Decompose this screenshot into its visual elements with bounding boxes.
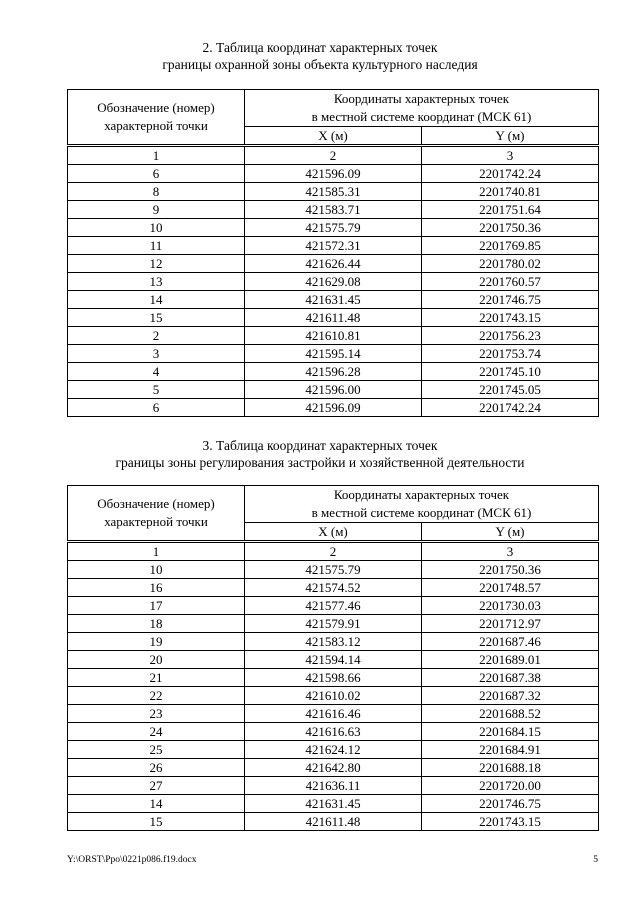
table2-header-point-label: [68, 486, 245, 542]
table2-numbering-row: [68, 542, 599, 561]
table-row: [68, 165, 599, 183]
x-coordinate-cell: 421616.46: [245, 705, 422, 723]
point-number-cell: 6: [68, 399, 245, 417]
table-row: [68, 813, 599, 831]
y-coordinate-cell: 2201746.75: [422, 291, 599, 309]
table2-body: [68, 561, 599, 831]
y-coordinate-cell: 2201748.57: [422, 579, 599, 597]
y-coordinate-cell: 2201769.85: [422, 237, 599, 255]
table1-header-x: X (м): [245, 127, 422, 146]
table-row: [68, 183, 599, 201]
point-number-cell: 17: [68, 597, 245, 615]
point-number-cell: 26: [68, 759, 245, 777]
y-coordinate-cell: 2201745.10: [422, 363, 599, 381]
table2-header-point-line2: характерной точки: [104, 514, 208, 529]
y-coordinate-cell: 2201687.38: [422, 669, 599, 687]
table-row: [68, 363, 599, 381]
point-number-cell: 13: [68, 273, 245, 291]
table1-numbering-cell: 1: [68, 146, 245, 165]
y-coordinate-cell: 2201760.57: [422, 273, 599, 291]
y-coordinate-cell: 2201687.46: [422, 633, 599, 651]
table2-header-y: Y (м): [422, 523, 599, 542]
point-number-cell: 12: [68, 255, 245, 273]
x-coordinate-cell: 421583.12: [245, 633, 422, 651]
x-coordinate-cell: 421636.11: [245, 777, 422, 795]
point-number-cell: 10: [68, 561, 245, 579]
x-coordinate-cell: 421631.45: [245, 291, 422, 309]
x-coordinate-cell: 421596.28: [245, 363, 422, 381]
x-coordinate-cell: 421610.02: [245, 687, 422, 705]
x-coordinate-cell: 421579.91: [245, 615, 422, 633]
y-coordinate-cell: 2201689.01: [422, 651, 599, 669]
x-coordinate-cell: 421616.63: [245, 723, 422, 741]
point-number-cell: 9: [68, 201, 245, 219]
point-number-cell: 14: [68, 795, 245, 813]
y-coordinate-cell: 2201746.75: [422, 795, 599, 813]
table-row: [68, 651, 599, 669]
x-coordinate-cell: 421631.45: [245, 795, 422, 813]
table1-caption: [0, 39, 640, 73]
table2-numbering-cell: 2: [245, 542, 422, 561]
table2-header-point-line1: Обозначение (номер): [97, 496, 215, 511]
point-number-cell: 15: [68, 813, 245, 831]
y-coordinate-cell: 2201720.00: [422, 777, 599, 795]
x-coordinate-cell: 421596.09: [245, 165, 422, 183]
y-coordinate-cell: 2201684.15: [422, 723, 599, 741]
table-row: [68, 777, 599, 795]
x-coordinate-cell: 421585.31: [245, 183, 422, 201]
table2-header-coordinates-line1: Координаты характерных точек: [333, 487, 510, 502]
table-row: [68, 219, 599, 237]
table1-caption-line2: границы охранной зоны объекта культурного наследия: [162, 57, 478, 72]
point-number-cell: 25: [68, 741, 245, 759]
y-coordinate-cell: 2201751.64: [422, 201, 599, 219]
x-coordinate-cell: 421574.52: [245, 579, 422, 597]
table-row: [68, 669, 599, 687]
point-number-cell: 5: [68, 381, 245, 399]
x-coordinate-cell: 421583.71: [245, 201, 422, 219]
table2-numbering-cell: 3: [422, 542, 599, 561]
table-row: [68, 345, 599, 363]
table2-header-coordinates-line2: в местной системе координат (МСК 61): [311, 505, 532, 520]
y-coordinate-cell: 2201743.15: [422, 309, 599, 327]
point-number-cell: 20: [68, 651, 245, 669]
point-number-cell: 4: [68, 363, 245, 381]
x-coordinate-cell: 421611.48: [245, 309, 422, 327]
y-coordinate-cell: 2201780.02: [422, 255, 599, 273]
y-coordinate-cell: 2201684.91: [422, 741, 599, 759]
y-coordinate-cell: 2201743.15: [422, 813, 599, 831]
table-row: [68, 309, 599, 327]
table-row: [68, 381, 599, 399]
table-row: [68, 597, 599, 615]
table2-header-coordinates: [245, 486, 599, 523]
table1-header-coordinates: [245, 90, 599, 127]
table-row: [68, 237, 599, 255]
table-row: [68, 615, 599, 633]
table1-header-coordinates-line1: Координаты характерных точек: [333, 91, 510, 106]
table2-header-x: X (м): [245, 523, 422, 542]
x-coordinate-cell: 421575.79: [245, 561, 422, 579]
y-coordinate-cell: 2201730.03: [422, 597, 599, 615]
footer-file-path: Y:\ORST\Ppo\0221p086.f19.docx: [67, 855, 197, 865]
y-coordinate-cell: 2201756.23: [422, 327, 599, 345]
table2-coordinates: [67, 485, 599, 831]
y-coordinate-cell: 2201750.36: [422, 561, 599, 579]
y-coordinate-cell: 2201688.52: [422, 705, 599, 723]
point-number-cell: 10: [68, 219, 245, 237]
point-number-cell: 18: [68, 615, 245, 633]
table1-header-point-label: [68, 90, 245, 146]
y-coordinate-cell: 2201745.05: [422, 381, 599, 399]
point-number-cell: 27: [68, 777, 245, 795]
table-row: [68, 399, 599, 417]
table1-header-point-line2: характерной точки: [104, 118, 208, 133]
table-row: [68, 273, 599, 291]
table2-caption: [0, 437, 640, 471]
y-coordinate-cell: 2201688.18: [422, 759, 599, 777]
x-coordinate-cell: 421626.44: [245, 255, 422, 273]
table-row: [68, 705, 599, 723]
point-number-cell: 22: [68, 687, 245, 705]
table1-numbering-cell: 2: [245, 146, 422, 165]
point-number-cell: 3: [68, 345, 245, 363]
table1-body: [68, 165, 599, 417]
point-number-cell: 23: [68, 705, 245, 723]
point-number-cell: 21: [68, 669, 245, 687]
point-number-cell: 8: [68, 183, 245, 201]
y-coordinate-cell: 2201687.32: [422, 687, 599, 705]
table-row: [68, 795, 599, 813]
table2-numbering-cell: 1: [68, 542, 245, 561]
table2-caption-line2: границы зоны регулирования застройки и хозяйственной деятельности: [115, 455, 525, 470]
point-number-cell: 2: [68, 327, 245, 345]
point-number-cell: 16: [68, 579, 245, 597]
x-coordinate-cell: 421572.31: [245, 237, 422, 255]
table-row: [68, 579, 599, 597]
y-coordinate-cell: 2201753.74: [422, 345, 599, 363]
y-coordinate-cell: 2201750.36: [422, 219, 599, 237]
table-row: [68, 561, 599, 579]
table1-header-y: Y (м): [422, 127, 599, 146]
point-number-cell: 6: [68, 165, 245, 183]
table-row: [68, 687, 599, 705]
table1-caption-line1: 2. Таблица координат характерных точек: [202, 40, 438, 55]
table-row: [68, 759, 599, 777]
point-number-cell: 14: [68, 291, 245, 309]
table1-numbering-row: [68, 146, 599, 165]
x-coordinate-cell: 421611.48: [245, 813, 422, 831]
x-coordinate-cell: 421624.12: [245, 741, 422, 759]
x-coordinate-cell: 421598.66: [245, 669, 422, 687]
x-coordinate-cell: 421629.08: [245, 273, 422, 291]
point-number-cell: 11: [68, 237, 245, 255]
table1-coordinates: [67, 89, 599, 417]
x-coordinate-cell: 421596.00: [245, 381, 422, 399]
x-coordinate-cell: 421575.79: [245, 219, 422, 237]
table-row: [68, 291, 599, 309]
table-row: [68, 201, 599, 219]
table1-header-point-line1: Обозначение (номер): [97, 100, 215, 115]
y-coordinate-cell: 2201742.24: [422, 399, 599, 417]
point-number-cell: 19: [68, 633, 245, 651]
y-coordinate-cell: 2201712.97: [422, 615, 599, 633]
point-number-cell: 24: [68, 723, 245, 741]
table-row: [68, 255, 599, 273]
x-coordinate-cell: 421577.46: [245, 597, 422, 615]
footer-page-number: 5: [593, 855, 598, 865]
table-row: [68, 723, 599, 741]
table1-header-coordinates-line2: в местной системе координат (МСК 61): [311, 109, 532, 124]
table-row: [68, 741, 599, 759]
x-coordinate-cell: 421596.09: [245, 399, 422, 417]
y-coordinate-cell: 2201740.81: [422, 183, 599, 201]
x-coordinate-cell: 421594.14: [245, 651, 422, 669]
x-coordinate-cell: 421595.14: [245, 345, 422, 363]
point-number-cell: 15: [68, 309, 245, 327]
x-coordinate-cell: 421642.80: [245, 759, 422, 777]
table-row: [68, 327, 599, 345]
table1-numbering-cell: 3: [422, 146, 599, 165]
x-coordinate-cell: 421610.81: [245, 327, 422, 345]
table-row: [68, 633, 599, 651]
y-coordinate-cell: 2201742.24: [422, 165, 599, 183]
table2-caption-line1: 3. Таблица координат характерных точек: [202, 438, 438, 453]
